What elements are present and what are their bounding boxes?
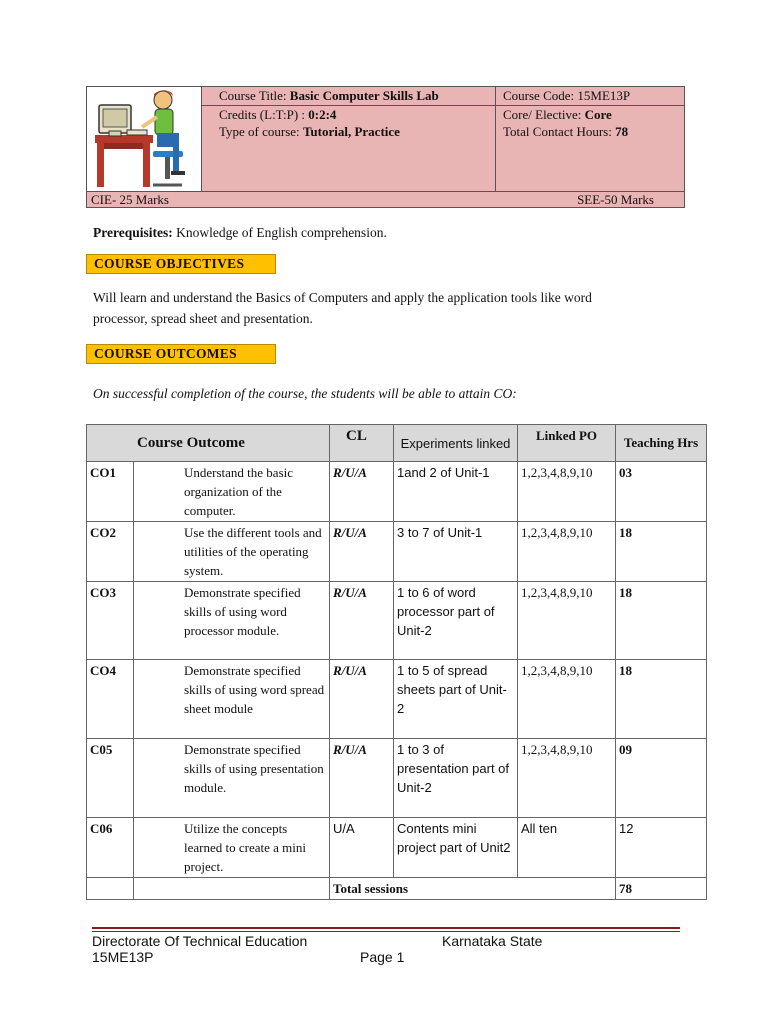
table-total-row	[87, 878, 707, 900]
co-description: Utilize the concepts learned to create a mini project.	[134, 818, 330, 878]
credits	[219, 107, 336, 123]
co-linked-po: 1,2,3,4,8,9,10	[518, 582, 616, 660]
co-id: CO2	[87, 522, 134, 582]
header-course-outcome: Course Outcome	[87, 425, 330, 462]
header-linked-po: Linked PO	[518, 425, 616, 462]
core-elective-value: Core	[584, 107, 612, 122]
co-hours: 09	[616, 739, 707, 818]
co-experiments: 1 to 3 of presentation part of Unit-2	[394, 739, 518, 818]
total-empty-cell	[87, 878, 134, 900]
table-row	[87, 462, 707, 522]
co-linked-po: 1,2,3,4,8,9,10	[518, 660, 616, 739]
table-row	[87, 660, 707, 739]
footer-state: Karnataka State	[442, 933, 543, 949]
co-hours: 18	[616, 660, 707, 739]
table-row	[87, 739, 707, 818]
course-outcomes-table	[86, 424, 707, 900]
co-linked-po: 1,2,3,4,8,9,10	[518, 522, 616, 582]
co-description: Demonstrate specified skills of using word spread sheet module	[134, 660, 330, 739]
person-at-computer-icon	[87, 87, 201, 191]
course-objectives-line-2: processor, spread sheet and presentation.	[93, 311, 313, 326]
cie-marks: CIE- 25 Marks	[91, 192, 169, 207]
course-title-value: Basic Computer Skills Lab	[289, 88, 439, 103]
co-cl: R/U/A	[330, 582, 394, 660]
header-cl: CL	[330, 425, 394, 462]
footer-rule-thin	[92, 931, 680, 932]
credits-label: Credits (L:T:P) :	[219, 107, 306, 122]
co-id: CO3	[87, 582, 134, 660]
course-title	[219, 88, 439, 104]
table-row	[87, 818, 707, 878]
prerequisites	[93, 222, 387, 243]
see-marks: SEE-50 Marks	[577, 192, 654, 207]
co-cl: U/A	[330, 818, 394, 878]
course-objectives-heading: COURSE OBJECTIVES	[86, 254, 276, 274]
header-experiments-linked: Experiments linked	[394, 425, 518, 462]
prerequisites-text: Knowledge of English comprehension.	[176, 225, 387, 240]
contact-hours	[503, 124, 628, 140]
footer-rule	[92, 927, 680, 929]
co-cl: R/U/A	[330, 522, 394, 582]
course-outcomes-intro: On successful completion of the course, the students will be able to attain CO:	[93, 386, 517, 401]
co-hours: 03	[616, 462, 707, 522]
table-header-row	[87, 425, 707, 462]
footer-course-code: 15ME13P	[92, 949, 154, 965]
co-cl: R/U/A	[330, 462, 394, 522]
co-cl: R/U/A	[330, 660, 394, 739]
co-description: Use the different tools and utilities of the operating system.	[134, 522, 330, 582]
table-row	[87, 522, 707, 582]
core-elective	[503, 107, 612, 123]
total-sessions-label: Total sessions	[330, 878, 616, 900]
header-illustration-cell	[87, 87, 201, 191]
credits-value: 0:2:4	[308, 107, 337, 122]
total-sessions-value: 78	[616, 878, 707, 900]
prerequisites-label: Prerequisites:	[93, 225, 173, 240]
co-description: Understand the basic organization of the computer.	[134, 462, 330, 522]
co-experiments: 1 to 5 of spread sheets part of Unit-2	[394, 660, 518, 739]
co-experiments: Contents mini project part of Unit2	[394, 818, 518, 878]
course-type-label: Type of course:	[219, 124, 300, 139]
course-header-box	[86, 86, 685, 208]
footer-page-number: Page 1	[360, 949, 405, 965]
co-id: C06	[87, 818, 134, 878]
total-empty-cell	[134, 878, 330, 900]
co-experiments: 3 to 7 of Unit-1	[394, 522, 518, 582]
footer-directorate: Directorate Of Technical Education	[92, 933, 308, 949]
co-id: C05	[87, 739, 134, 818]
course-title-label: Course Title:	[219, 88, 287, 103]
co-linked-po: All ten	[518, 818, 616, 878]
course-type-value: Tutorial, Practice	[302, 124, 400, 139]
table-row	[87, 582, 707, 660]
co-hours: 12	[616, 818, 707, 878]
co-linked-po: 1,2,3,4,8,9,10	[518, 462, 616, 522]
co-hours: 18	[616, 522, 707, 582]
course-code-value: 15ME13P	[577, 88, 631, 103]
co-description: Demonstrate specified skills of using word processor module.	[134, 582, 330, 660]
co-cl: R/U/A	[330, 739, 394, 818]
co-experiments: 1 to 6 of word processor part of Unit-2	[394, 582, 518, 660]
course-type	[219, 124, 400, 140]
co-experiments: 1and 2 of Unit-1	[394, 462, 518, 522]
co-linked-po: 1,2,3,4,8,9,10	[518, 739, 616, 818]
contact-hours-value: 78	[615, 124, 629, 139]
co-id: CO4	[87, 660, 134, 739]
course-code-label: Course Code:	[503, 88, 575, 103]
core-elective-label: Core/ Elective:	[503, 107, 582, 122]
contact-hours-label: Total Contact Hours:	[503, 124, 612, 139]
co-description: Demonstrate specified skills of using presentation module.	[134, 739, 330, 818]
header-teaching-hrs: Teaching Hrs	[616, 425, 707, 462]
co-id: CO1	[87, 462, 134, 522]
course-code	[503, 88, 630, 104]
course-objectives-line-1: Will learn and understand the Basics of Computers and apply the application tools like word	[93, 290, 592, 305]
co-hours: 18	[616, 582, 707, 660]
course-outcomes-heading: COURSE OUTCOMES	[86, 344, 276, 364]
course-objectives-text	[93, 287, 713, 329]
